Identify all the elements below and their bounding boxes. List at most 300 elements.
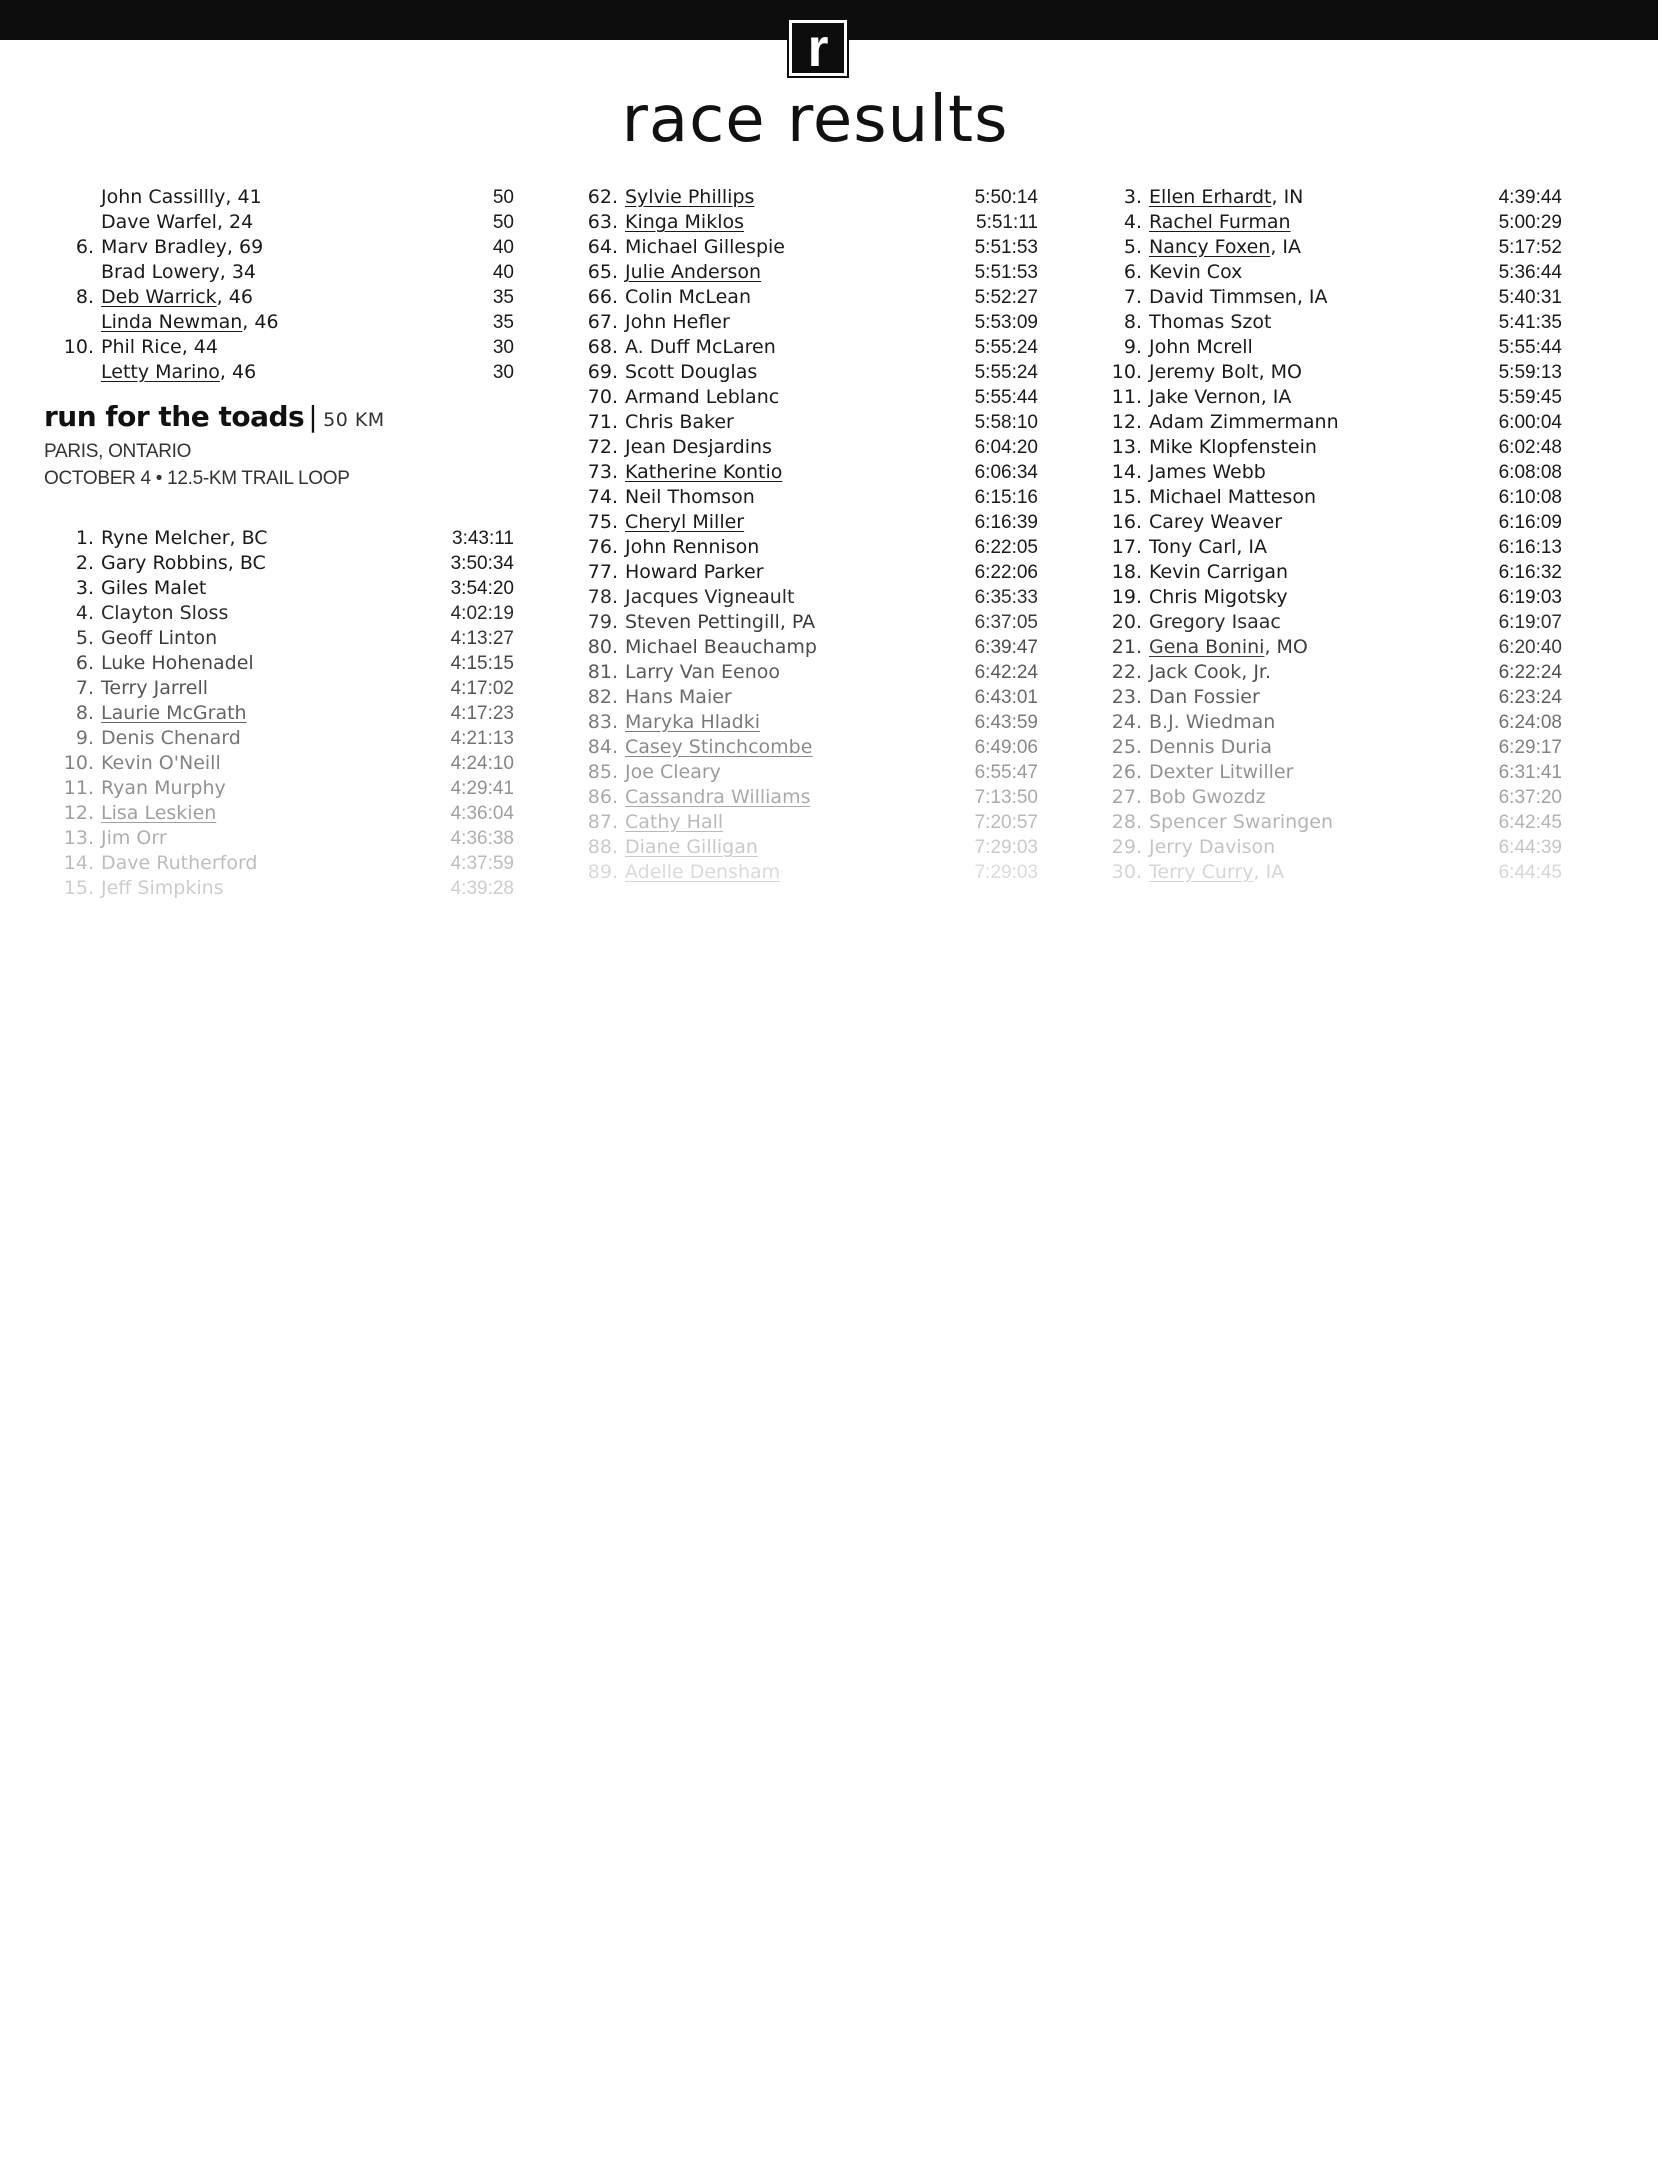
finish-result: 30 [492,337,514,358]
place-number: 30. [1111,861,1142,883]
place-number: 72. [587,436,618,458]
runner-name-text: Jim Orr [101,827,167,849]
place-number: 28. [1111,811,1142,833]
results-list-continued [44,185,514,385]
finish-result: 4:36:38 [450,828,514,849]
place-number: 63. [587,211,618,233]
place-number: 6. [75,652,94,674]
runner-name-text: Terry Jarrell [101,677,209,699]
finish-result: 30 [492,362,514,383]
finish-result: 4:15:15 [450,653,514,674]
runner-name [101,360,256,385]
place-number: 68. [587,336,618,358]
finish-result: 6:15:16 [974,487,1038,508]
finish-result: 4:02:19 [450,603,514,624]
runner-name [1149,685,1260,710]
runner-name [625,860,780,885]
finish-result: 6:23:24 [1498,687,1562,708]
place-number: 85. [587,761,618,783]
result-row [44,601,514,626]
section-spacer [44,506,514,526]
runner-name-text: Armand Leblanc [625,386,780,408]
place-number: 11. [1111,386,1142,408]
finish-result: 5:59:45 [1498,387,1562,408]
place-number: 82. [587,686,618,708]
finish-result: 5:50:14 [974,187,1038,208]
magazine-logo-icon: r [789,20,847,76]
place-number: 16. [1111,511,1142,533]
runner-name-text: Scott Douglas [625,361,758,383]
place-number: 4. [75,602,94,624]
result-row [1092,435,1562,460]
result-row [44,576,514,601]
place-number: 76. [587,536,618,558]
result-row [568,435,1038,460]
runner-name-text: Nancy Foxen [1149,236,1271,258]
place-number: 29. [1111,836,1142,858]
place-number: 12. [63,802,94,824]
place-number: 6. [75,236,94,258]
finish-result: 4:24:10 [450,753,514,774]
runner-name-text: Jeff Simpkins [101,877,224,899]
place-number: 89. [587,861,618,883]
result-row [568,410,1038,435]
place-number: 10. [63,336,94,358]
runner-name-text: Dan Fossier [1149,686,1260,708]
place-number: 88. [587,836,618,858]
runner-name-text: Brad Lowery [101,261,220,283]
place-number: 22. [1111,661,1142,683]
result-row [568,235,1038,260]
results-list [568,185,1038,885]
runner-name-text: Kevin Cox [1149,261,1243,283]
runner-name [1149,860,1284,885]
place-number: 87. [587,811,618,833]
runner-name-text: Cassandra Williams [625,786,811,808]
result-row [1092,510,1562,535]
runner-name [1149,285,1328,310]
finish-result: 4:17:02 [450,678,514,699]
finish-result: 6:08:08 [1498,462,1562,483]
runner-name-text: John Cassillly [101,186,226,208]
runner-info: , 46 [242,311,279,333]
result-row [568,285,1038,310]
runner-name-text: Tony Carl [1149,536,1237,558]
runner-name-text: Chris Migotsky [1149,586,1288,608]
finish-result: 7:29:03 [974,862,1038,883]
place-number: 69. [587,361,618,383]
runner-name-text: Ellen Erhardt [1149,186,1272,208]
finish-result: 50 [492,212,514,233]
runner-name [101,751,221,776]
runner-name-text: Jerry Davison [1149,836,1276,858]
finish-result: 6:20:40 [1498,637,1562,658]
runner-name-text: Chris Baker [625,411,734,433]
runner-name-text: Colin McLean [625,286,751,308]
finish-result: 6:06:34 [974,462,1038,483]
runner-name [625,260,761,285]
runner-name [625,310,730,335]
result-row [568,735,1038,760]
place-number: 5. [75,627,94,649]
place-number: 86. [587,786,618,808]
place-number: 75. [587,511,618,533]
runner-name-text: Dexter Litwiller [1149,761,1294,783]
finish-result: 5:51:53 [974,262,1038,283]
finish-result: 50 [492,187,514,208]
result-row [568,860,1038,885]
result-row [1092,535,1562,560]
finish-result: 5:51:53 [974,237,1038,258]
runner-name-text: Sylvie Phillips [625,186,755,208]
runner-name-text: Kevin O'Neill [101,752,221,774]
runner-name-text: B.J. Wiedman [1149,711,1276,733]
place-number: 79. [587,611,618,633]
finish-result: 35 [492,312,514,333]
runner-name-text: Spencer Swaringen [1149,811,1334,833]
runner-name [101,335,218,360]
result-row [568,535,1038,560]
result-row [568,835,1038,860]
runner-name-text: John Rennison [625,536,760,558]
finish-result: 7:13:50 [974,787,1038,808]
finish-result: 6:43:01 [974,687,1038,708]
runner-name-text: Linda Newman [101,311,243,333]
runner-name [1149,210,1291,235]
runner-name-text: Michael Gillespie [625,236,785,258]
runner-name-text: Deb Warrick [101,286,217,308]
runner-name-text: Adelle Densham [625,861,781,883]
finish-result: 6:22:24 [1498,662,1562,683]
runner-name [625,335,776,360]
place-number: 20. [1111,611,1142,633]
result-row [568,635,1038,660]
result-row [44,285,514,310]
result-row [1092,210,1562,235]
results-column-2 [568,185,1038,885]
runner-name-text: Luke Hohenadel [101,652,254,674]
result-row [1092,335,1562,360]
finish-result: 4:29:41 [450,778,514,799]
runner-name-text: Lisa Leskien [101,802,217,824]
finish-result: 5:59:13 [1498,362,1562,383]
place-number: 13. [1111,436,1142,458]
runner-name [1149,510,1282,535]
runner-name-text: Dave Rutherford [101,852,258,874]
runner-info: , 24 [216,211,254,233]
runner-name [1149,385,1291,410]
runner-name-text: Michael Beauchamp [625,636,817,658]
runner-name-text: Julie Anderson [625,261,762,283]
runner-info: , IA [1260,386,1292,408]
result-row [568,460,1038,485]
finish-result: 3:54:20 [450,578,514,599]
place-number: 70. [587,386,618,408]
result-row [1092,835,1562,860]
runner-name-text: Maryka Hladki [625,711,760,733]
finish-result: 6:49:06 [974,737,1038,758]
runner-name [1149,635,1308,660]
runner-name [1149,660,1271,685]
finish-result: 6:16:32 [1498,562,1562,583]
runner-name [625,785,810,810]
runner-name-text: Gena Bonini [1149,636,1265,658]
runner-name-text: Ryne Melcher [101,527,230,549]
result-row [568,585,1038,610]
finish-result: 40 [492,262,514,283]
finish-result: 5:41:35 [1498,312,1562,333]
result-row [1092,460,1562,485]
place-number: 10. [63,752,94,774]
result-row [568,685,1038,710]
runner-info: , 46 [219,361,257,383]
runner-name [1149,235,1301,260]
runner-name [101,651,254,676]
runner-name [1149,835,1275,860]
runner-name [101,310,279,335]
runner-name-text: John Mcrell [1149,336,1253,358]
runner-name-text: Denis Chenard [101,727,241,749]
runner-name [625,410,734,435]
place-number: 74. [587,486,618,508]
runner-info: , BC [229,527,268,549]
runner-name [625,285,751,310]
place-number: 1. [75,527,94,549]
finish-result: 5:36:44 [1498,262,1562,283]
place-number: 18. [1111,561,1142,583]
runner-name [101,626,217,651]
finish-result: 6:29:17 [1498,737,1562,758]
runner-info: , 46 [216,286,253,308]
result-row [44,651,514,676]
result-row [1092,610,1562,635]
runner-name [1149,735,1272,760]
result-row [1092,810,1562,835]
runner-info: , PA [779,611,816,633]
result-row [44,751,514,776]
result-row [568,485,1038,510]
place-number: 71. [587,411,618,433]
result-row [568,310,1038,335]
runner-name-text: Neil Thomson [625,486,755,508]
runner-name [101,551,266,576]
finish-result: 6:19:03 [1498,587,1562,608]
result-row [44,526,514,551]
runner-name-text: Adam Zimmermann [1149,411,1339,433]
result-row [44,260,514,285]
race-location: PARIS, ONTARIO [44,441,192,462]
runner-name-text: Geoff Linton [101,627,218,649]
result-row [568,510,1038,535]
runner-name [625,585,795,610]
runner-name [625,610,815,635]
runner-name-text: Joe Cleary [625,761,721,783]
runner-name-text: Dennis Duria [1149,736,1273,758]
runner-name-text: Rachel Furman [1149,211,1291,233]
place-number: 80. [587,636,618,658]
place-number: 5. [1123,236,1142,258]
race-title [44,399,514,438]
runner-name-text: Howard Parker [625,561,764,583]
result-row [568,260,1038,285]
place-number: 84. [587,736,618,758]
runner-name-text: Jake Vernon [1149,386,1261,408]
runner-name [101,210,253,235]
runner-name-text: Thomas Szot [1149,311,1272,333]
result-row [1092,760,1562,785]
runner-name-text: Letty Marino [101,361,220,383]
result-row [1092,660,1562,685]
runner-name-text: Dave Warfel [101,211,217,233]
runner-name-text: Steven Pettingill [625,611,780,633]
runner-name-text: A. Duff McLaren [625,336,776,358]
result-row [44,851,514,876]
finish-result: 5:55:44 [1498,337,1562,358]
runner-name-text: Terry Curry [1149,861,1254,883]
runner-name-text: Jacques Vigneault [625,586,795,608]
runner-name [625,435,772,460]
result-row [1092,710,1562,735]
runner-name [625,485,755,510]
place-number: 25. [1111,736,1142,758]
finish-result: 7:29:03 [974,837,1038,858]
results-list [1092,185,1562,885]
runner-name [1149,360,1302,385]
runner-name [625,210,744,235]
result-row [1092,360,1562,385]
finish-result: 6:42:45 [1498,812,1562,833]
runner-info: , BC [227,552,266,574]
runner-name-text: Michael Matteson [1149,486,1317,508]
place-number: 12. [1111,411,1142,433]
runner-name-text: Katherine Kontio [625,461,783,483]
finish-result: 6:39:47 [974,637,1038,658]
result-row [1092,785,1562,810]
runner-name [1149,435,1317,460]
place-number: 8. [1123,311,1142,333]
result-row [1092,485,1562,510]
runner-name-text: John Hefler [625,311,730,333]
race-name: run for the toads [44,400,305,433]
runner-info: , IA [1270,236,1301,258]
result-row [1092,560,1562,585]
result-row [568,185,1038,210]
place-number: 26. [1111,761,1142,783]
result-row [44,626,514,651]
runner-name-text: Mike Klopfenstein [1149,436,1317,458]
finish-result: 6:44:39 [1498,837,1562,858]
place-number: 3. [75,577,94,599]
runner-name-text: Gary Robbins [101,552,228,574]
finish-result: 6:16:09 [1498,512,1562,533]
runner-name [101,776,226,801]
runner-name [625,710,760,735]
runner-name [101,526,268,551]
place-number: 73. [587,461,618,483]
runner-name-text: Phil Rice [101,336,182,358]
result-row [568,710,1038,735]
result-row [44,360,514,385]
runner-name [101,601,228,626]
place-number: 6. [1123,261,1142,283]
runner-name [101,726,241,751]
finish-result: 4:17:23 [450,703,514,724]
runner-name [625,660,780,685]
runner-name [625,560,764,585]
finish-result: 6:22:06 [974,562,1038,583]
place-number: 3. [1123,186,1142,208]
place-number: 15. [63,877,94,899]
results-list-run-for-the-toads [44,526,514,901]
runner-name-text: Marv Bradley [101,236,227,258]
runner-name [625,510,744,535]
finish-result: 3:50:34 [450,553,514,574]
place-number: 9. [1123,336,1142,358]
runner-name [1149,310,1271,335]
runner-name [1149,535,1267,560]
result-row [1092,735,1562,760]
finish-result: 6:37:05 [974,612,1038,633]
finish-result: 6:37:20 [1498,787,1562,808]
finish-result: 6:19:07 [1498,612,1562,633]
place-number: 64. [587,236,618,258]
runner-name [101,876,224,901]
finish-result: 4:39:28 [450,878,514,899]
result-row [44,726,514,751]
race-distance: 50 KM [323,409,385,431]
runner-name [1149,810,1333,835]
place-number: 14. [63,852,94,874]
runner-name [1149,785,1266,810]
result-row [44,876,514,901]
runner-name [625,235,785,260]
runner-name [1149,560,1288,585]
place-number: 7. [1123,286,1142,308]
result-row [1092,410,1562,435]
finish-result: 6:16:13 [1498,537,1562,558]
runner-info: , IA [1236,536,1268,558]
result-row [44,335,514,360]
runner-name [101,285,253,310]
place-number: 17. [1111,536,1142,558]
result-row [44,701,514,726]
finish-result: 6:43:59 [974,712,1038,733]
result-row [44,551,514,576]
result-row [568,760,1038,785]
place-number: 13. [63,827,94,849]
runner-name [625,835,758,860]
finish-result: 5:40:31 [1498,287,1562,308]
runner-name [101,851,257,876]
result-row [44,210,514,235]
finish-result: 4:39:44 [1498,187,1562,208]
runner-name [625,810,723,835]
finish-result: 3:43:11 [452,528,514,549]
finish-result: 6:24:08 [1498,712,1562,733]
place-number: 66. [587,286,618,308]
finish-result: 5:51:11 [976,212,1038,233]
finish-result: 5:17:52 [1498,237,1562,258]
runner-name-text: Clayton Sloss [101,602,229,624]
place-number: 2. [75,552,94,574]
runner-info: , IA [1296,286,1328,308]
place-number: 8. [75,286,94,308]
runner-name [625,185,754,210]
runner-name [625,360,757,385]
runner-name-text: Bob Gwozdz [1149,786,1266,808]
runner-info: , 44 [181,336,218,358]
finish-result: 6:02:48 [1498,437,1562,458]
